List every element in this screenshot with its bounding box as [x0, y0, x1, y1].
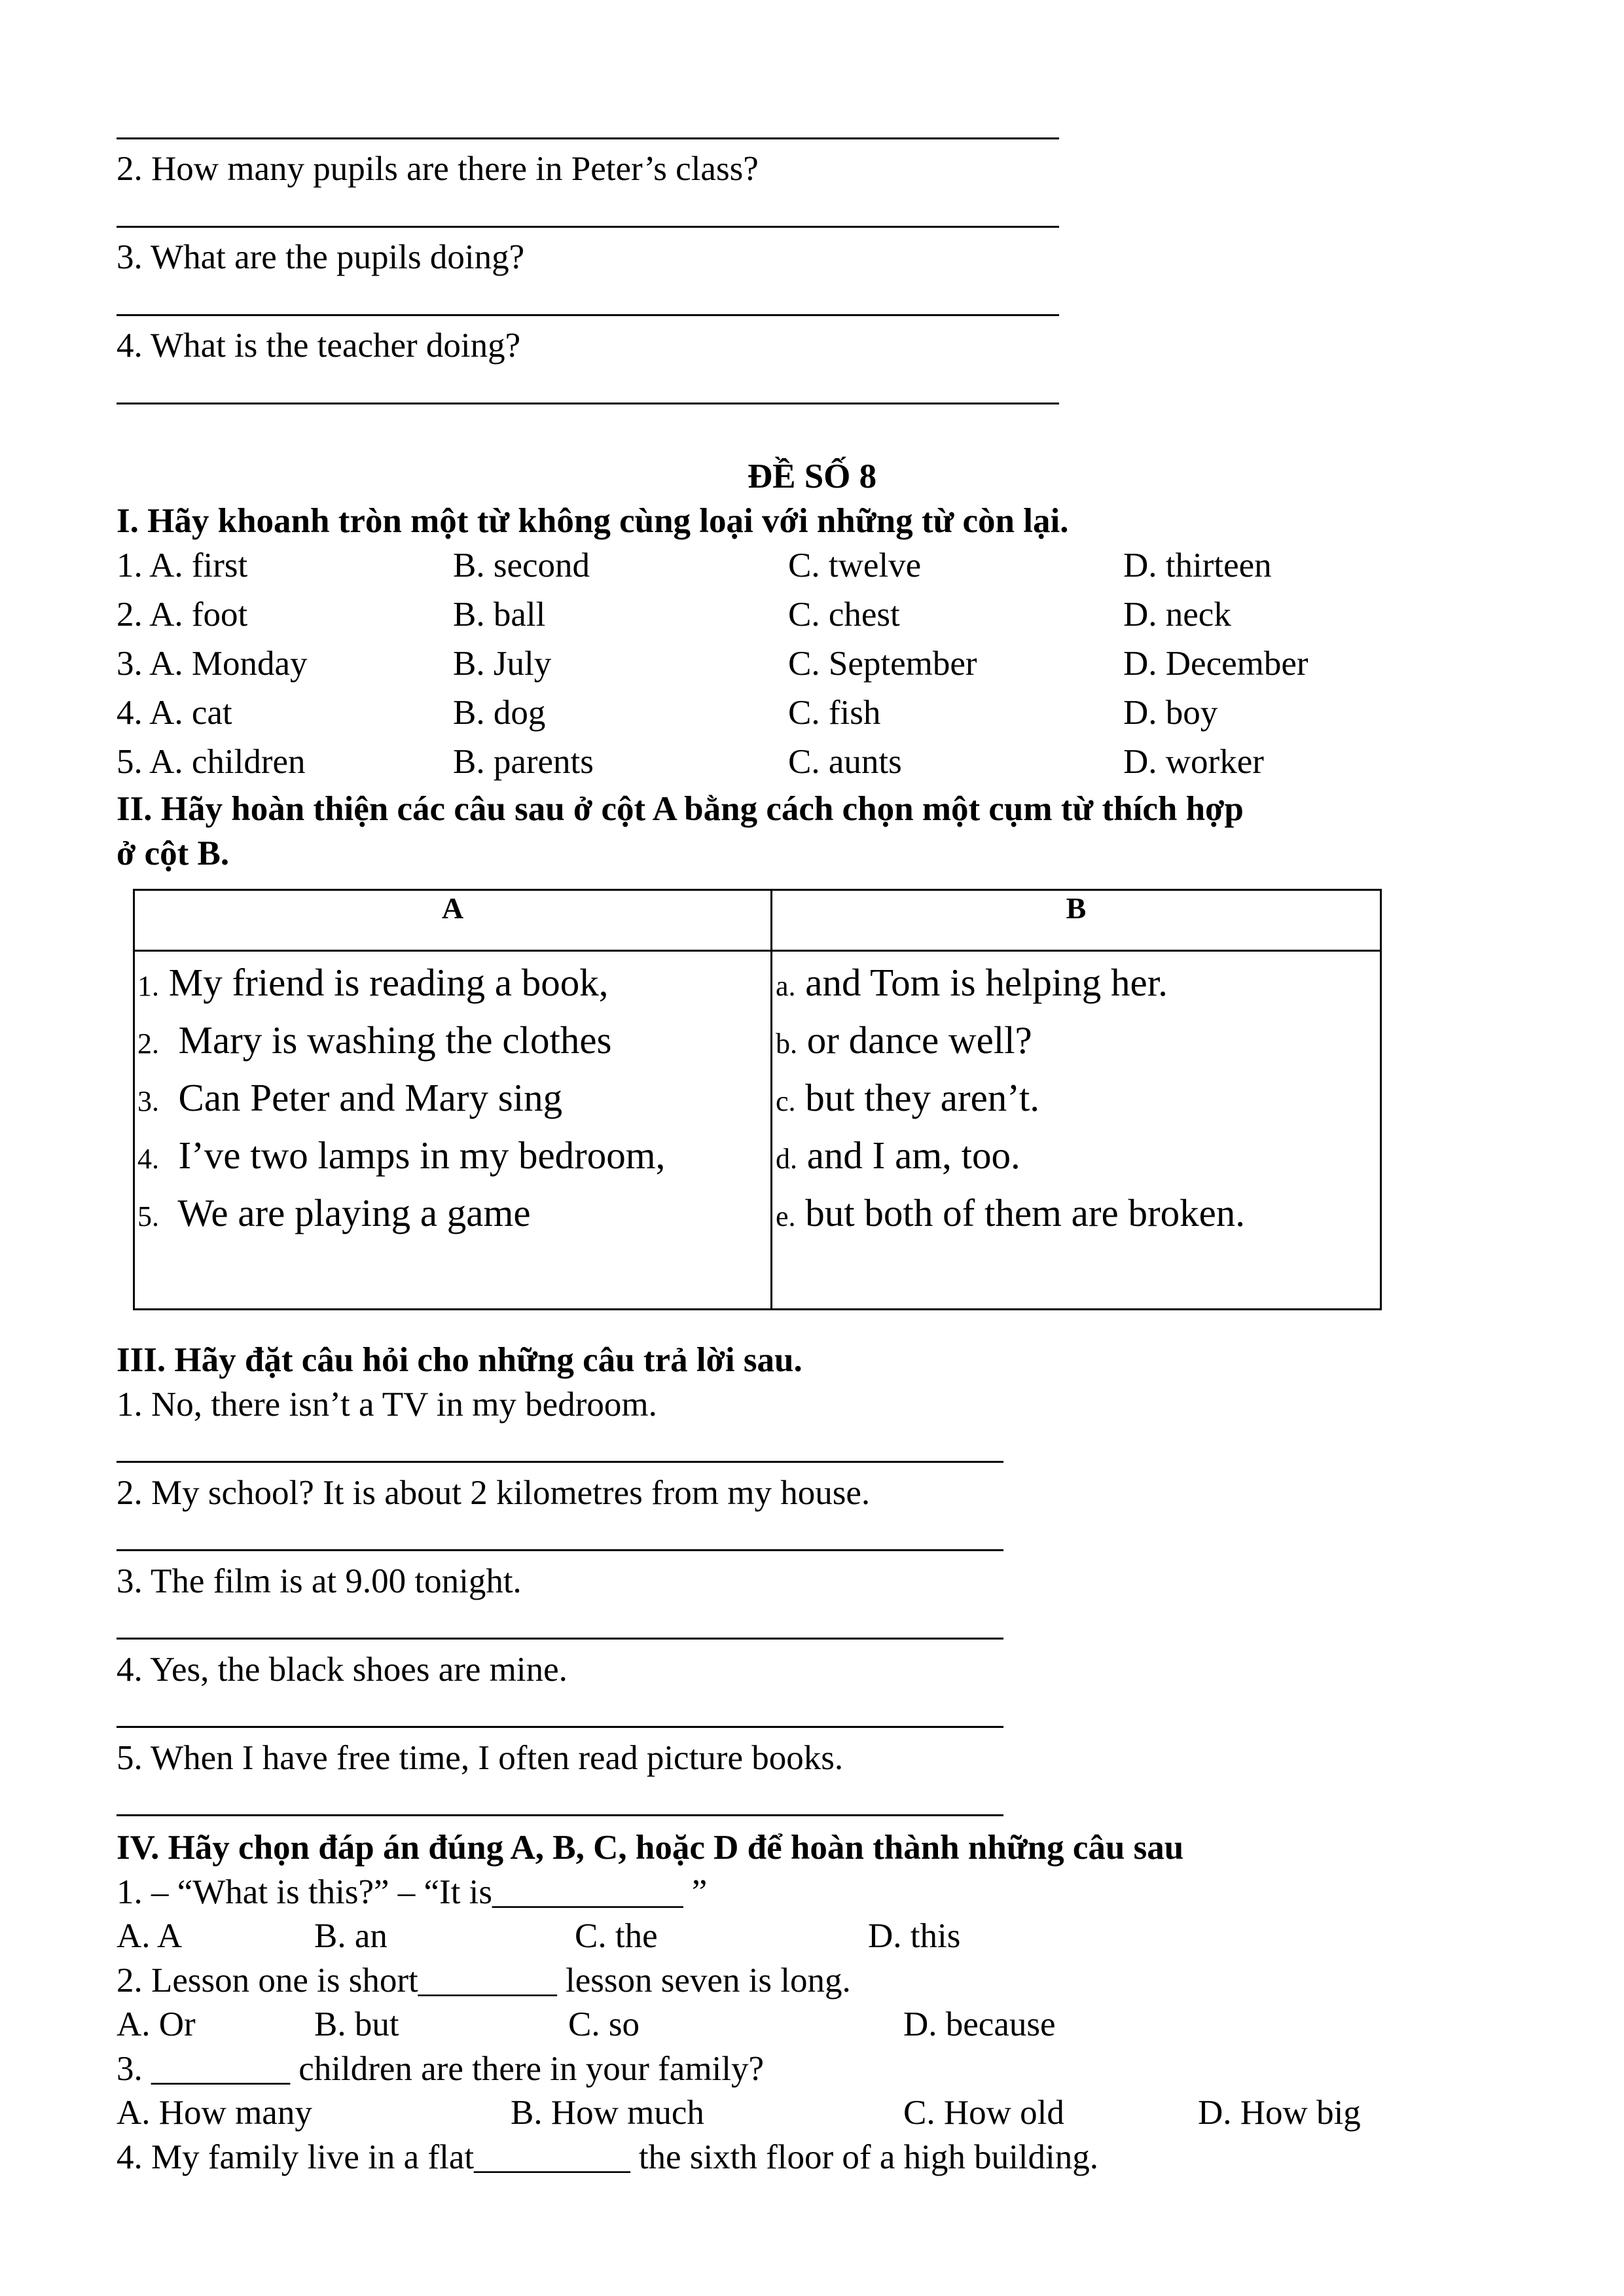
option-item: A. Or — [117, 2005, 196, 2043]
section-1-heading: I. Hãy khoanh tròn một từ không cùng loại với những từ còn lại. — [117, 502, 1069, 540]
option-item: B. dog — [453, 694, 546, 732]
option-item: D. How big — [1198, 2094, 1361, 2132]
section-3-heading: III. Hãy đặt câu hỏi cho những câu trả lời sau. — [117, 1341, 803, 1379]
column-b-item — [776, 1191, 1246, 1234]
item-letter: b. — [776, 1028, 797, 1060]
answer-line[interactable] — [117, 1726, 1003, 1728]
option-item: D. worker — [1123, 743, 1264, 781]
answer-line[interactable] — [117, 1549, 1003, 1551]
option-item: C. September — [788, 645, 977, 683]
answer-line[interactable] — [117, 1638, 1003, 1640]
section-4-heading: IV. Hãy chọn đáp án đúng A, B, C, hoặc D để hoàn thành những câu sau — [117, 1829, 1184, 1867]
item-number: 3. — [137, 1085, 159, 1117]
answer-line[interactable] — [117, 403, 1059, 404]
column-a-item — [137, 1018, 612, 1062]
column-b-item — [776, 963, 1168, 1002]
option-item: 5. A. children — [117, 743, 306, 781]
question-text: 2. How many pupils are there in Peter’s class? — [117, 150, 759, 188]
question-text: 3. What are the pupils doing? — [117, 238, 525, 276]
column-a-item — [137, 1076, 563, 1119]
answer-text: 3. The film is at 9.00 tonight. — [117, 1562, 522, 1600]
section-2-heading: II. Hãy hoàn thiện các câu sau ở cột A bằng cách chọn một cụm từ thích hợp — [117, 790, 1244, 828]
answer-line[interactable] — [117, 137, 1059, 139]
answer-line[interactable] — [117, 1461, 1003, 1463]
answer-text: 2. My school? It is about 2 kilometres from my house. — [117, 1474, 871, 1512]
item-text: but they aren’t. — [795, 1076, 1039, 1119]
item-letter: c. — [776, 1085, 796, 1117]
option-item: D. this — [868, 1917, 961, 1955]
item-number: 5. — [137, 1200, 159, 1232]
item-text: We are playing a game — [159, 1191, 531, 1234]
option-item: C. chest — [788, 596, 900, 634]
question-text: 4. What is the teacher doing? — [117, 327, 521, 365]
answer-text: 4. Yes, the black shoes are mine. — [117, 1651, 568, 1689]
item-text: I’ve two lamps in my bedroom, — [159, 1134, 666, 1177]
option-item: C. so — [568, 2005, 640, 2043]
option-item: D. thirteen — [1123, 547, 1272, 584]
option-item: C. aunts — [788, 743, 902, 781]
option-item: C. the — [575, 1917, 658, 1955]
option-item: B. parents — [453, 743, 594, 781]
option-item: 2. A. foot — [117, 596, 248, 634]
answer-text: 5. When I have free time, I often read picture books. — [117, 1739, 844, 1777]
item-number: 4. — [137, 1143, 159, 1175]
answer-line[interactable] — [117, 1814, 1003, 1816]
option-item: 1. A. first — [117, 547, 248, 584]
column-b-item — [776, 1076, 1039, 1119]
item-letter: e. — [776, 1200, 796, 1232]
item-letter: d. — [776, 1143, 797, 1175]
option-item: C. twelve — [788, 547, 922, 584]
item-text: My friend is reading a book, — [159, 961, 609, 1004]
option-item: 3. A. Monday — [117, 645, 308, 683]
answer-line[interactable] — [117, 226, 1059, 228]
option-item: C. How old — [903, 2094, 1064, 2132]
column-a-item — [137, 1191, 531, 1234]
option-item: D. neck — [1123, 596, 1231, 634]
option-item: A. How many — [117, 2094, 312, 2132]
option-item: D. because — [903, 2005, 1056, 2043]
option-item: B. second — [453, 547, 590, 584]
item-text: or dance well? — [797, 1018, 1032, 1062]
answer-line[interactable] — [117, 314, 1059, 316]
option-item: 4. A. cat — [117, 694, 232, 732]
item-text: and I am, too. — [797, 1134, 1020, 1177]
column-b-item — [776, 1136, 1020, 1175]
question-text: 4. My family live in a flat_________ the sixth floor of a high building. — [117, 2138, 1098, 2176]
column-b-header: B — [1066, 891, 1087, 925]
item-number: 2. — [137, 1028, 159, 1060]
exam-title: ĐỀ SỐ 8 — [747, 457, 877, 495]
option-item: A. A — [117, 1917, 183, 1955]
option-item: B. an — [314, 1917, 388, 1955]
question-text: 1. – “What is this?” – “It is___________ ” — [117, 1873, 708, 1911]
option-item: B. ball — [453, 596, 546, 634]
item-letter: a. — [776, 970, 796, 1002]
item-number: 1. — [137, 970, 159, 1002]
section-2-heading-cont: ở cột B. — [117, 834, 230, 872]
option-item: B. How much — [511, 2094, 704, 2132]
item-text: and Tom is helping her. — [795, 961, 1168, 1004]
option-item: C. fish — [788, 694, 881, 732]
item-text: but both of them are broken. — [795, 1191, 1246, 1234]
option-item: D. boy — [1123, 694, 1218, 732]
question-text: 2. Lesson one is short________ lesson seven is long. — [117, 1962, 851, 2000]
item-text: Can Peter and Mary sing — [159, 1076, 563, 1119]
question-text: 3. ________ children are there in your family? — [117, 2050, 765, 2088]
option-item: B. but — [314, 2005, 399, 2043]
item-text: Mary is washing the clothes — [159, 1018, 612, 1062]
option-item: B. July — [453, 645, 552, 683]
column-b-item — [776, 1018, 1032, 1062]
column-a-item — [137, 963, 609, 1002]
answer-text: 1. No, there isn’t a TV in my bedroom. — [117, 1386, 657, 1424]
column-a-item — [137, 1136, 665, 1175]
option-item: D. December — [1123, 645, 1308, 683]
column-a-header: A — [441, 891, 464, 925]
